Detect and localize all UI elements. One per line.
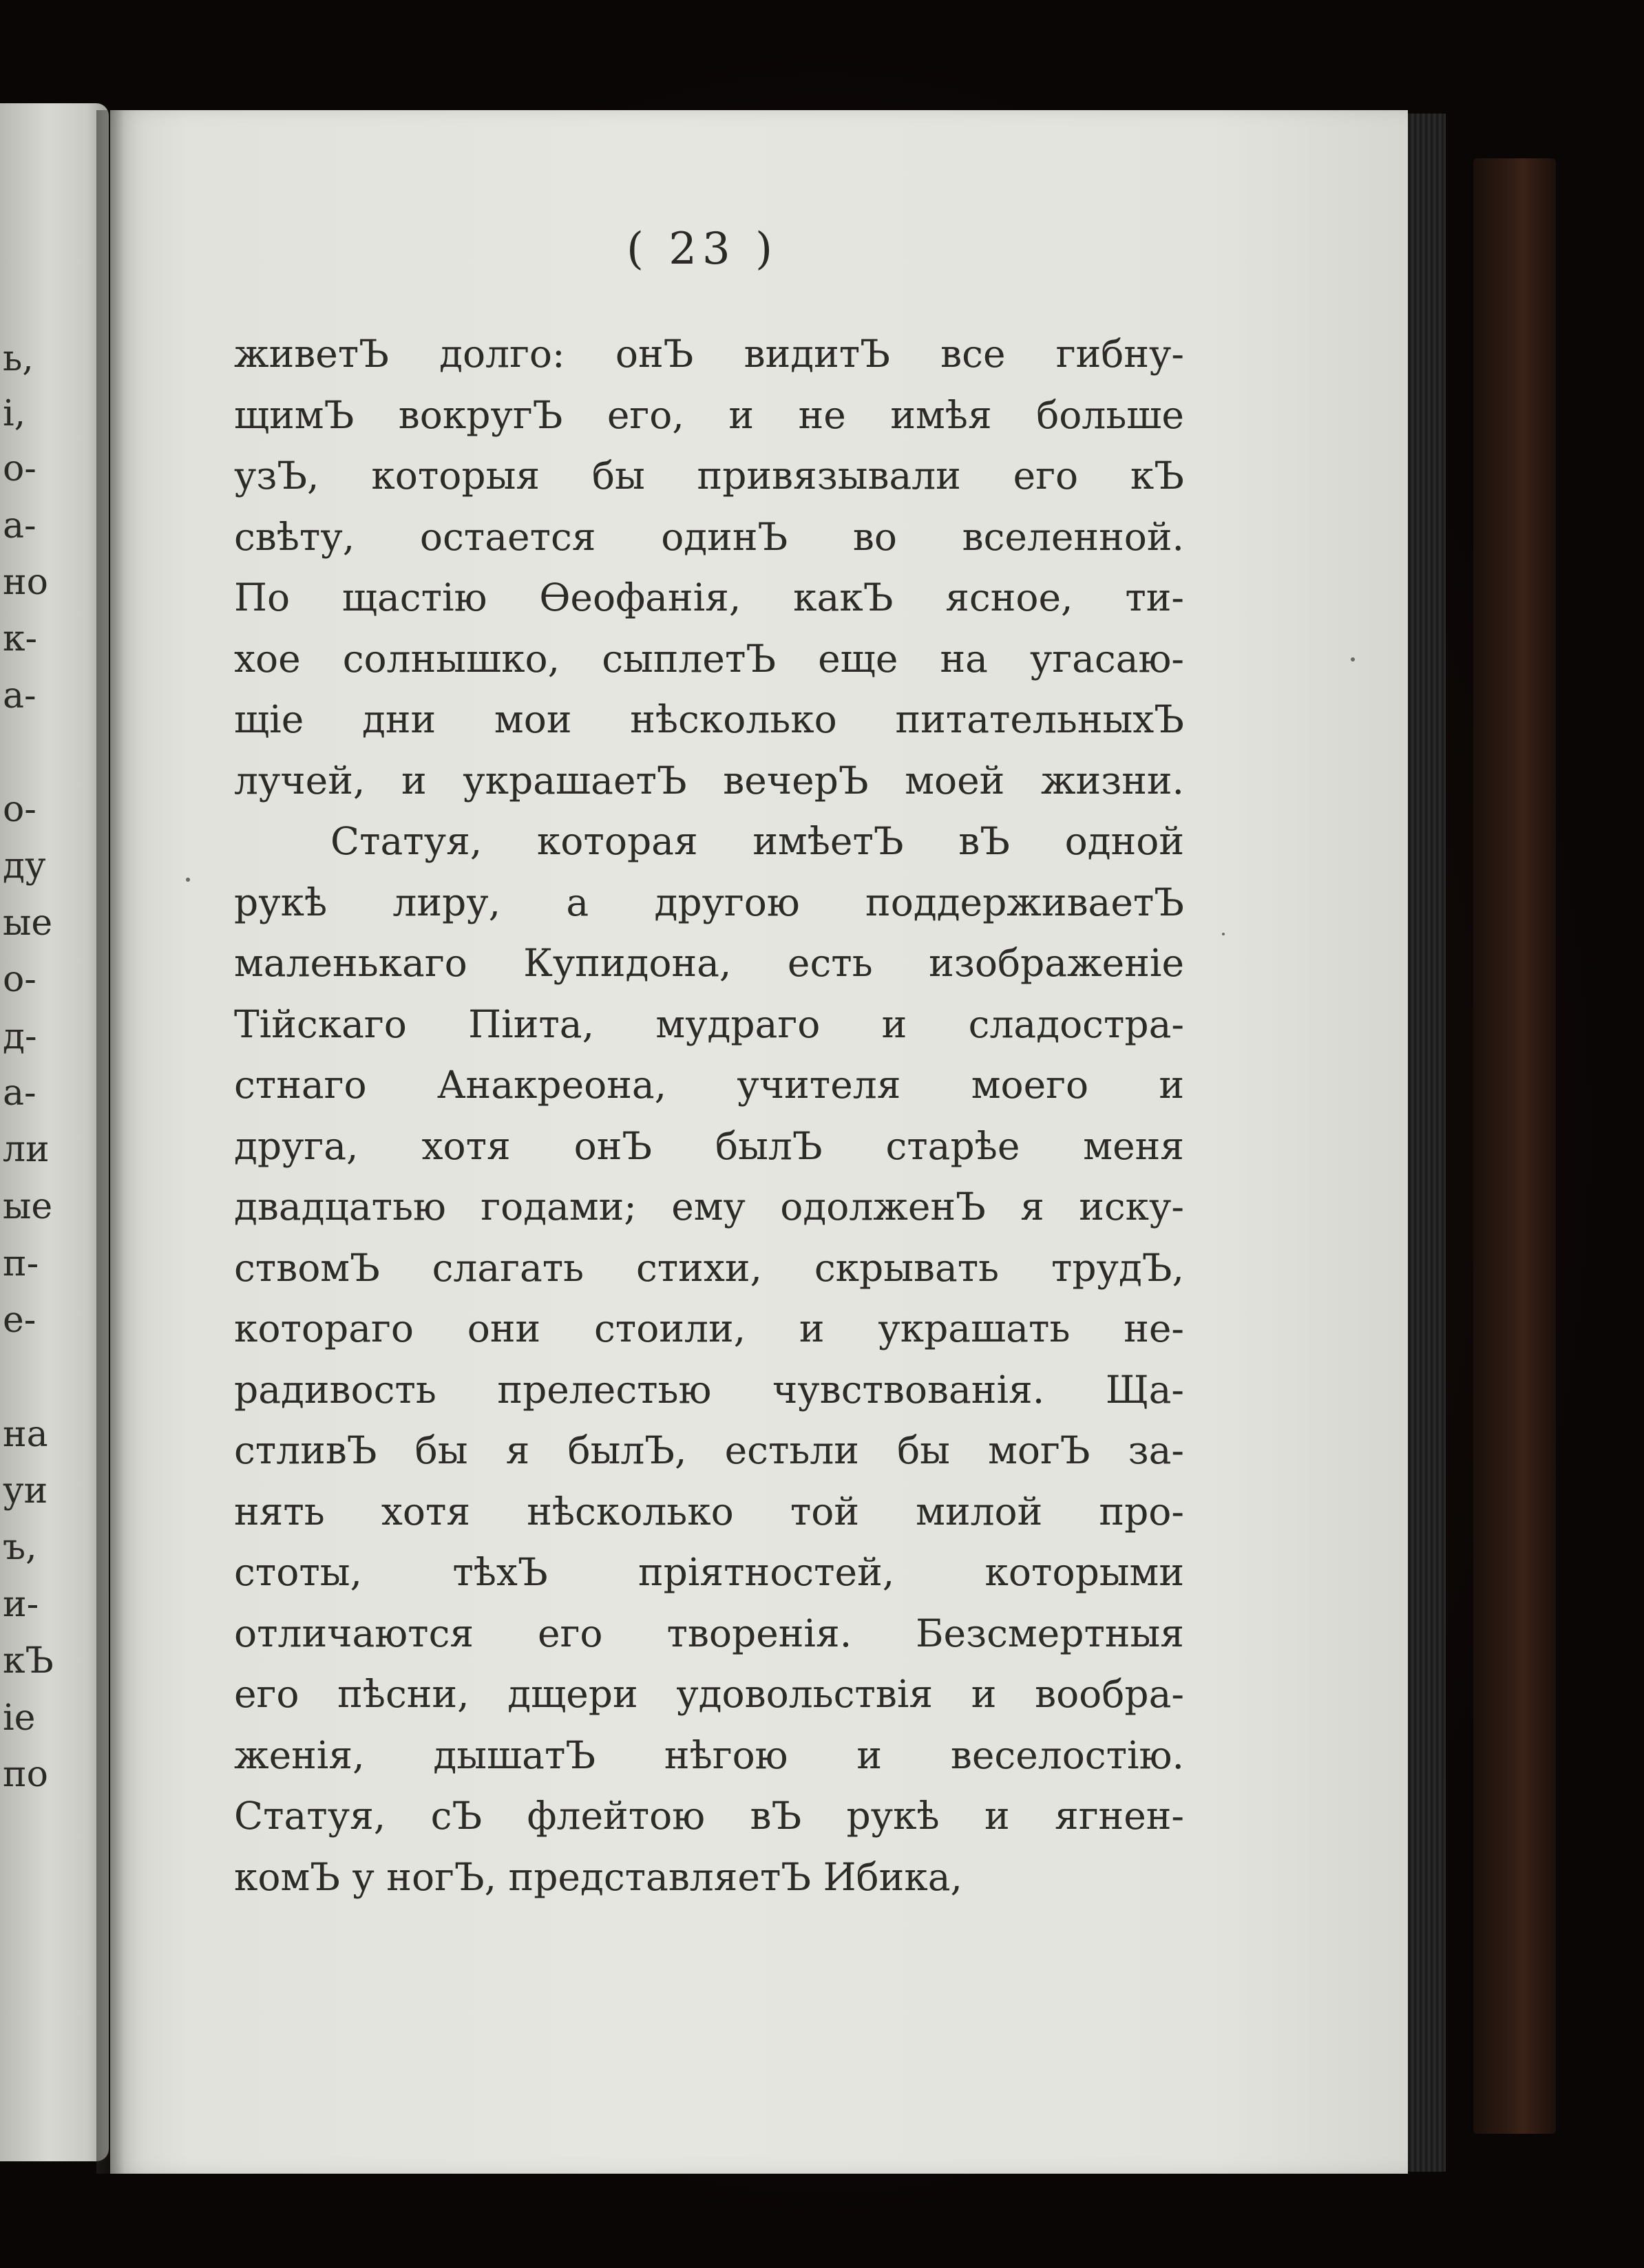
text-line: стнаго Анакреона, учителя моего и (234, 1063, 1184, 1107)
paper-speck (186, 878, 190, 882)
paper-speck (1222, 933, 1225, 935)
paper-speck (1351, 657, 1355, 661)
left-page-fragment: ь, (3, 338, 34, 379)
left-page-fragment: о- (3, 959, 36, 1000)
text-line: щимЪ вокругЪ его, и не имѣя больше (234, 392, 1184, 437)
text-line: узЪ, которыя бы привязывали его кЪ (234, 454, 1184, 498)
text-line: ствомЪ слагать стихи, скрывать трудЪ, (234, 1245, 1184, 1290)
text-line: его пѣсни, дщери удовольствія и вообра- (234, 1672, 1184, 1716)
text-line: Статуя, сЪ флейтою вЪ рукѣ и ягнен- (234, 1794, 1184, 1838)
left-page-fragment: ые (3, 1186, 53, 1227)
left-page-fragment: но (3, 562, 48, 603)
left-page-fragment: п- (3, 1243, 39, 1284)
text-line: рукѣ лиру, а другою поддерживаетЪ (234, 880, 1184, 924)
left-page-fragment: уи (3, 1470, 48, 1512)
left-page-fragment: и- (3, 1584, 39, 1625)
text-line: Тійскаго Піита, мудраго и сладостра- (234, 1001, 1184, 1046)
left-page-fragment: к- (3, 618, 38, 659)
text-line: комЪ у ногЪ, представляетЪ Ибика, (234, 1854, 962, 1899)
left-page-fragment: ли (3, 1129, 50, 1170)
text-line: двадцатью годами; ему одолженЪ я иску- (234, 1185, 1184, 1229)
left-page-fragment: кЪ (3, 1640, 54, 1682)
left-page-fragment: ые (3, 902, 53, 944)
text-line: По щастію Ѳеофанія, какЪ ясное, ти- (234, 575, 1184, 619)
body-text (234, 324, 1184, 1907)
text-line: котораго они стоили, и украшать не- (234, 1306, 1184, 1350)
left-page-fragment: і, (3, 393, 26, 434)
page-number: ( 23 ) (626, 224, 779, 275)
text-line: нять хотя нѣсколько той милой про- (234, 1489, 1184, 1534)
left-page-fragment: на (3, 1414, 48, 1455)
left-page-fragment: а- (3, 1072, 36, 1114)
left-page-fragment: о- (3, 448, 36, 489)
gutter-shadow (96, 110, 124, 2174)
text-line: маленькаго Купидона, есть изображеніе (234, 941, 1184, 985)
text-line: хое солнышко, сыплетЪ еще на угасаю- (234, 636, 1184, 681)
left-page-fragment: о- (3, 789, 36, 830)
text-line: отличаются его творенія. Безсмертныя (234, 1611, 1184, 1655)
text-line: свѣту, остается одинЪ во вселенной. (234, 514, 1184, 559)
left-page-fragment: а- (3, 505, 36, 547)
left-page-fragment: по (3, 1754, 48, 1795)
book-cover-edge (1473, 158, 1556, 2134)
text-line: радивость прелестью чувствованія. Ща- (234, 1367, 1184, 1412)
text-line: женія, дышатЪ нѣгою и веселостію. (234, 1732, 1184, 1777)
text-line: лучей, и украшаетЪ вечерЪ моей жизни. (234, 758, 1184, 803)
paragraph-start-line: Статуя, которая имѣетЪ вЪ одной (330, 819, 1184, 863)
left-facing-page (0, 103, 109, 2161)
page-stack-edge (1404, 114, 1446, 2172)
left-page-fragment: д- (3, 1016, 37, 1057)
text-line: живетЪ долго: онЪ видитЪ все гибну- (234, 332, 1184, 376)
text-line: стоты, тѣхЪ пріятностей, которыми (234, 1550, 1184, 1594)
text-line: щіе дни мои нѣсколько питательныхЪ (234, 697, 1184, 741)
left-page-fragment: ду (3, 845, 46, 887)
text-line: стливЪ бы я былЪ, естьли бы могЪ за- (234, 1428, 1184, 1472)
left-page-fragment: е- (3, 1300, 36, 1341)
left-page-fragment: ъ, (3, 1527, 37, 1568)
left-page-fragment: іе (3, 1697, 36, 1739)
text-line: друга, хотя онЪ былЪ старѣе меня (234, 1123, 1184, 1168)
left-page-fragment: а- (3, 675, 36, 717)
